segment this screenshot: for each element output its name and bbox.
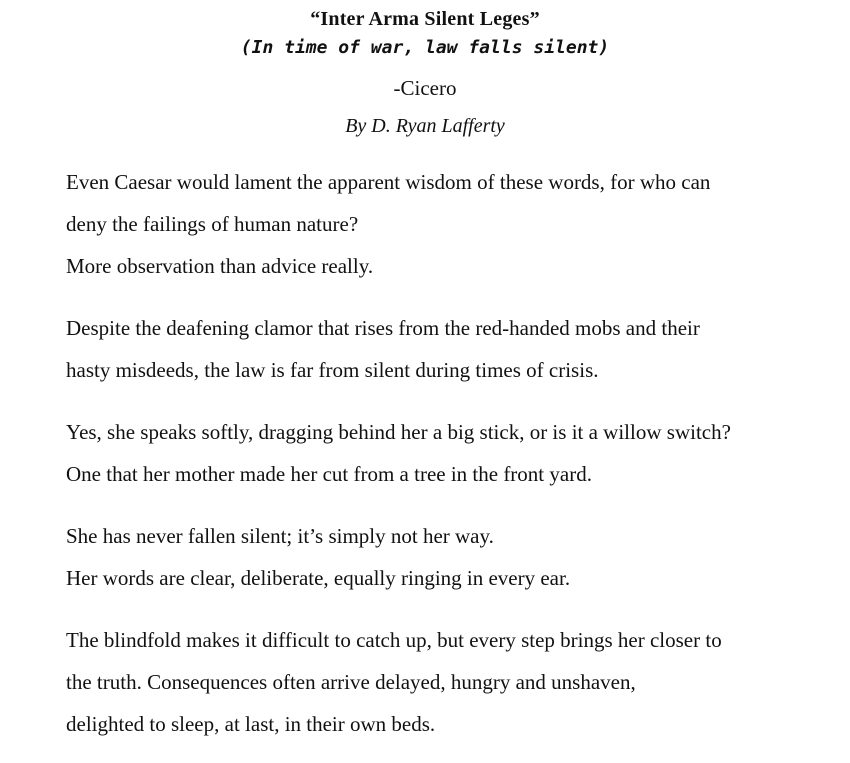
poem-line: Her words are clear, deliberate, equally ringing in every ear. (66, 566, 571, 590)
stanza-4 (66, 520, 836, 604)
stanza-gap (66, 500, 836, 520)
stanza-gap (66, 396, 836, 416)
stanza-3 (66, 416, 836, 500)
stanza-1 (66, 166, 836, 292)
stanza-gap (66, 292, 836, 312)
poem-line: the truth. Consequences often arrive delayed, hungry and unshaven, (66, 670, 636, 694)
poem-line: The blindfold makes it difficult to catch up, but every step brings her closer to (66, 628, 722, 652)
stanza-2 (66, 312, 836, 396)
poem-line: More observation than advice really. (66, 254, 374, 278)
poem-line: She has never fallen silent; it’s simply not her way. (66, 524, 494, 548)
author-byline: By D. Ryan Lafferty (345, 115, 505, 137)
stanza-gap (66, 604, 836, 624)
stanza-5 (66, 624, 836, 750)
poem-line: Yes, she speaks softly, dragging behind her a big stick, or is it a willow switch? (66, 420, 731, 444)
poem-line: One that her mother made her cut from a tree in the front yard. (66, 462, 592, 486)
poem-subtitle: (In time of war, law falls silent) (240, 37, 610, 58)
poem-body (66, 166, 836, 750)
poem-title: “Inter Arma Silent Leges” (310, 8, 540, 30)
poem-line: deny the failings of human nature? (66, 212, 359, 236)
quote-attribution: -Cicero (393, 76, 457, 100)
poem-line: Despite the deafening clamor that rises from the red-handed mobs and their (66, 316, 700, 340)
poem-line: Even Caesar would lament the apparent wisdom of these words, for who can (66, 170, 711, 194)
poem-line: delighted to sleep, at last, in their own beds. (66, 712, 436, 736)
poem-line: hasty misdeeds, the law is far from silent during times of crisis. (66, 358, 599, 382)
